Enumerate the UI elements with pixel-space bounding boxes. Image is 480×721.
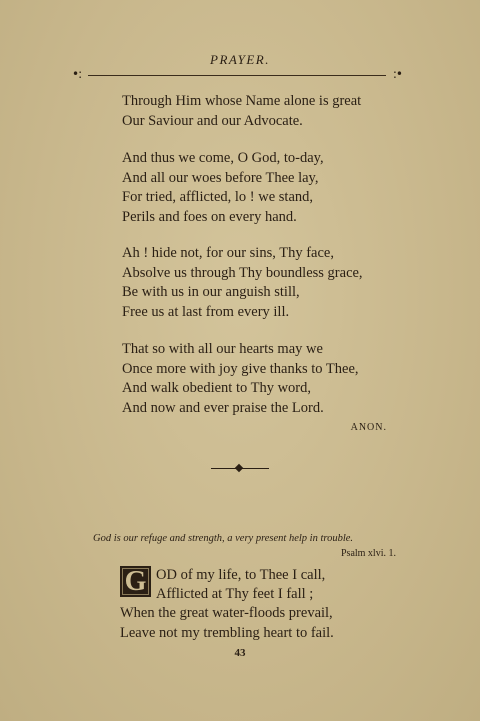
stanza-4 bbox=[122, 340, 359, 418]
verse-line: Perils and foes on every hand. bbox=[122, 208, 297, 225]
section-divider bbox=[211, 465, 269, 473]
rule-line bbox=[88, 75, 386, 76]
hymn-lines bbox=[120, 604, 334, 643]
verse-line: And all our woes before Thee lay, bbox=[122, 169, 319, 186]
verse-line: And now and ever praise the Lord. bbox=[122, 399, 324, 416]
verse-line: Once more with joy give thanks to Thee, bbox=[122, 360, 359, 377]
stanza-1 bbox=[122, 92, 361, 131]
verse-line: That so with all our hearts may we bbox=[122, 341, 323, 357]
verse-line: Absolve us through Thy boundless grace, bbox=[122, 264, 363, 281]
drop-cap: G bbox=[120, 566, 151, 597]
diamond-icon bbox=[235, 464, 243, 472]
hymn-line-2: Afflicted at Thy feet I fall ; bbox=[156, 586, 314, 602]
verse-line: Ah ! hide not, for our sins, Thy face, bbox=[122, 245, 334, 261]
stanza-2 bbox=[122, 149, 324, 227]
page-number: 43 bbox=[234, 647, 246, 659]
verse-line: And walk obedient to Thy word, bbox=[122, 380, 312, 396]
epigraph: God is our refuge and strength, a very present help in trouble. bbox=[93, 533, 354, 544]
verse-line: Leave not my trembling heart to fail. bbox=[120, 624, 334, 641]
verse-line: For tried, afflicted, lo ! we stand, bbox=[122, 189, 313, 205]
verse-line: When the great water-floods prevail, bbox=[120, 605, 333, 621]
running-head: PRAYER. bbox=[210, 52, 270, 67]
verse-line: Free us at last from every ill. bbox=[122, 303, 290, 320]
ornament-right: :• bbox=[392, 67, 402, 81]
verse-line: And thus we come, O God, to-day, bbox=[122, 150, 324, 166]
author-attribution: ANON. bbox=[350, 422, 387, 433]
stanza-3 bbox=[122, 244, 363, 322]
verse-line: Our Saviour and our Advocate. bbox=[122, 112, 303, 129]
hymn-line-1: OD of my life, to Thee I call, bbox=[156, 567, 326, 583]
ornament-left: •: bbox=[72, 67, 82, 81]
verse-line: Through Him whose Name alone is great bbox=[122, 93, 362, 109]
epigraph-reference: Psalm xlvi. 1. bbox=[340, 548, 396, 559]
verse-line: Be with us in our anguish still, bbox=[122, 284, 300, 300]
header-rule bbox=[72, 67, 402, 82]
